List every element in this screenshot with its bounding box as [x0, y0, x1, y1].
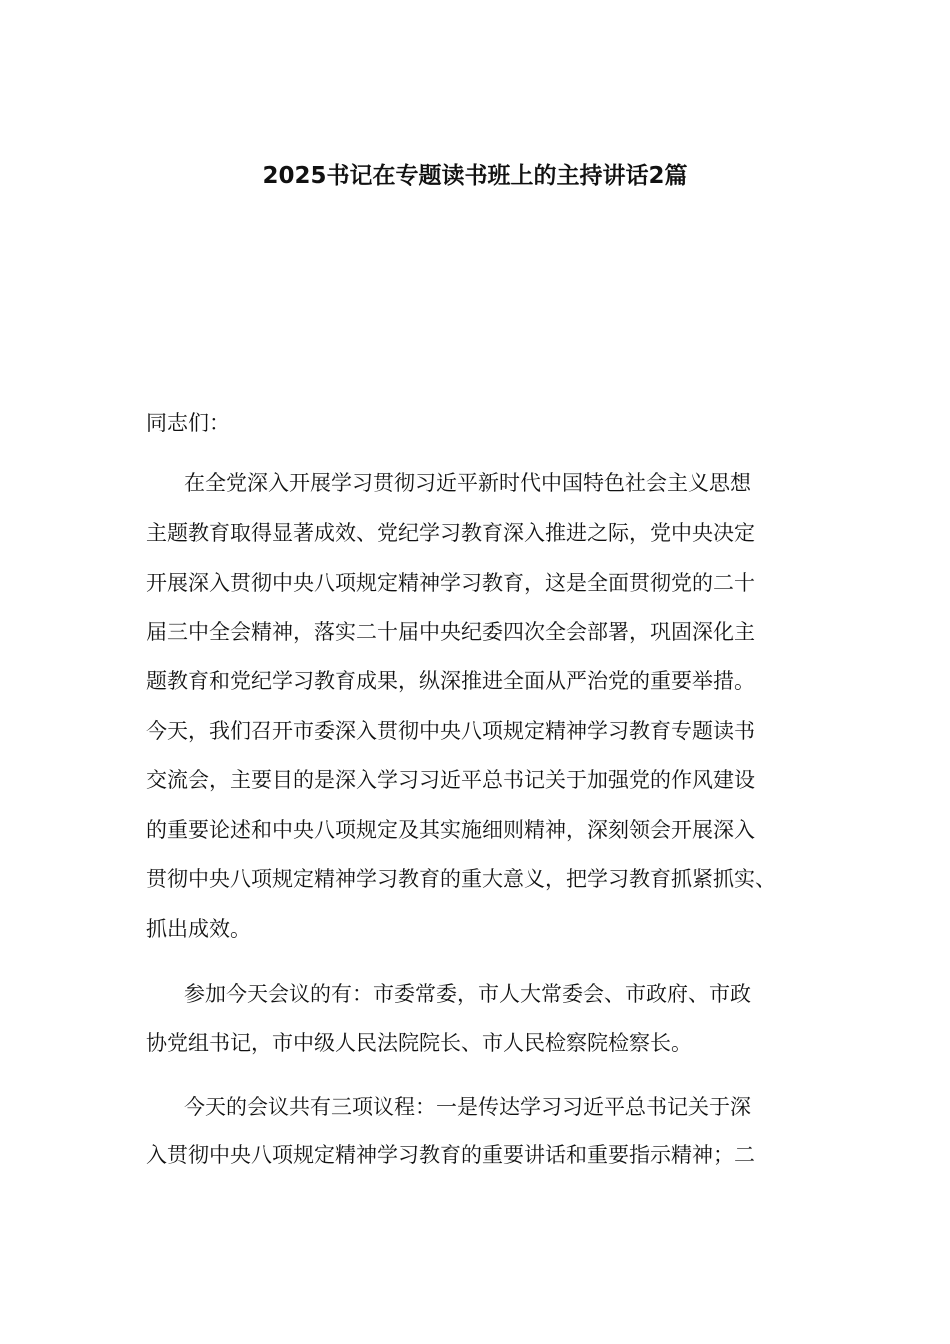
paragraph-1-line-5: 题教育和党纪学习教育成果，纵深推进全面从严治党的重要举措。 [146, 669, 755, 693]
salutation: 同志们： [146, 411, 230, 435]
document-title: 2025书记在专题读书班上的主持讲话2篇 [262, 163, 688, 189]
paragraph-1-line-6: 今天，我们召开市委深入贯彻中央八项规定精神学习教育专题读书 [146, 719, 755, 743]
paragraph-1-line-4: 届三中全会精神，落实二十届中央纪委四次全会部署，巩固深化主 [146, 620, 755, 644]
paragraph-2-line-2: 协党组书记，市中级人民法院院长、市人民检察院检察长。 [146, 1031, 692, 1055]
paragraph-1-line-1: 在全党深入开展学习贯彻习近平新时代中国特色社会主义思想 [184, 471, 751, 495]
paragraph-3-line-1: 今天的会议共有三项议程：一是传达学习习近平总书记关于深 [184, 1095, 751, 1119]
paragraph-1-line-9: 贯彻中央八项规定精神学习教育的重大意义，把学习教育抓紧抓实、 [146, 867, 776, 891]
paragraph-1-line-7: 交流会，主要目的是深入学习习近平总书记关于加强党的作风建设 [146, 768, 755, 792]
paragraph-3-line-2: 入贯彻中央八项规定精神学习教育的重要讲话和重要指示精神；二 [146, 1143, 755, 1167]
paragraph-1-line-2: 主题教育取得显著成效、党纪学习教育深入推进之际，党中央决定 [146, 521, 755, 545]
paragraph-2-line-1: 参加今天会议的有：市委常委，市人大常委会、市政府、市政 [184, 982, 751, 1006]
paragraph-1-line-8: 的重要论述和中央八项规定及其实施细则精神，深刻领会开展深入 [146, 818, 755, 842]
paragraph-1-line-10: 抓出成效。 [146, 917, 251, 941]
paragraph-1-line-3: 开展深入贯彻中央八项规定精神学习教育，这是全面贯彻党的二十 [146, 571, 755, 595]
